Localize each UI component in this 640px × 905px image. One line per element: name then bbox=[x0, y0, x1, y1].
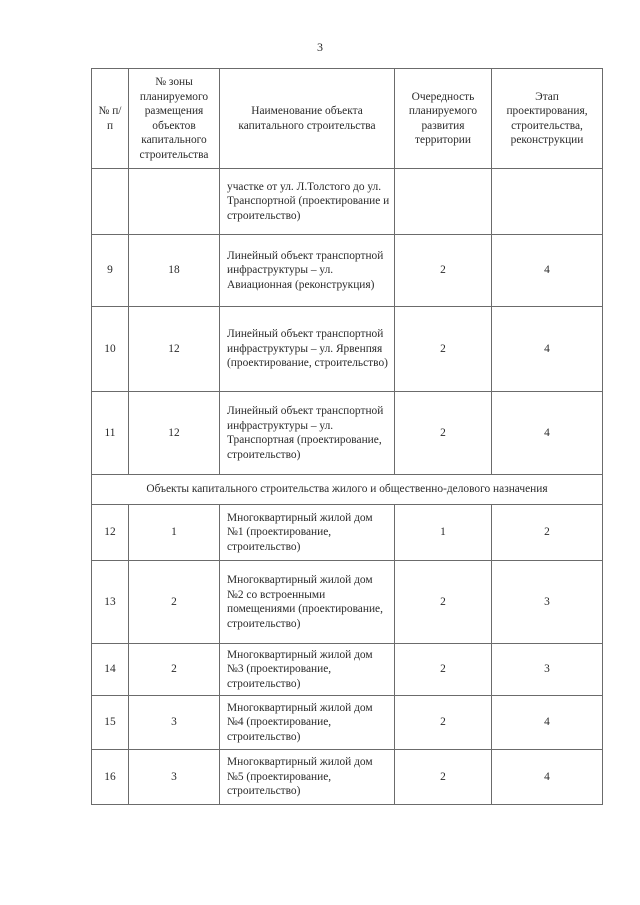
cell-order: 1 bbox=[395, 505, 492, 561]
cell-num: 15 bbox=[92, 696, 129, 750]
cell-order: 2 bbox=[395, 307, 492, 392]
cell-name: Линейный объект транспортной инфраструктуры – ул. Транспортная (проектирование, строительство) bbox=[220, 392, 395, 475]
cell-name: Многоквартирный жилой дом №2 со встроенными помещениями (проектирование, строительство) bbox=[220, 561, 395, 644]
header-name: Наименование объекта капитального строительства bbox=[220, 69, 395, 169]
cell-order: 2 bbox=[395, 561, 492, 644]
cell-stage: 4 bbox=[492, 696, 603, 750]
cell-name: Многоквартирный жилой дом №3 (проектирование, строительство) bbox=[220, 644, 395, 696]
section-title: Объекты капитального строительства жилого и общественно-делового назначения bbox=[92, 475, 603, 505]
cell-order: 2 bbox=[395, 392, 492, 475]
table-row bbox=[92, 750, 603, 805]
cell-name: Линейный объект транспортной инфраструктуры – ул. Ярвенпяя (проектирование, строительство) bbox=[220, 307, 395, 392]
table-row bbox=[92, 644, 603, 696]
cell-order: 2 bbox=[395, 750, 492, 805]
cell-stage: 4 bbox=[492, 307, 603, 392]
cell-num: 11 bbox=[92, 392, 129, 475]
cell-stage: 2 bbox=[492, 505, 603, 561]
table-row bbox=[92, 505, 603, 561]
cell-num bbox=[92, 169, 129, 235]
table-row bbox=[92, 561, 603, 644]
cell-zone: 3 bbox=[129, 696, 220, 750]
cell-zone: 12 bbox=[129, 307, 220, 392]
cell-stage: 4 bbox=[492, 392, 603, 475]
table-row bbox=[92, 696, 603, 750]
cell-name: Многоквартирный жилой дом №1 (проектирование, строительство) bbox=[220, 505, 395, 561]
cell-zone: 1 bbox=[129, 505, 220, 561]
cell-zone: 2 bbox=[129, 644, 220, 696]
cell-name: Многоквартирный жилой дом №4 (проектирование, строительство) bbox=[220, 696, 395, 750]
table-row bbox=[92, 392, 603, 475]
header-num: № п/п bbox=[92, 69, 129, 169]
cell-order bbox=[395, 169, 492, 235]
cell-order: 2 bbox=[395, 696, 492, 750]
header-stage: Этап проектирования, строительства, реконструкции bbox=[492, 69, 603, 169]
cell-order: 2 bbox=[395, 235, 492, 307]
cell-stage: 4 bbox=[492, 235, 603, 307]
table-row bbox=[92, 169, 603, 235]
section-row bbox=[92, 475, 603, 505]
cell-zone: 18 bbox=[129, 235, 220, 307]
cell-num: 16 bbox=[92, 750, 129, 805]
header-order: Очередность планируемого развития территории bbox=[395, 69, 492, 169]
objects-table bbox=[91, 68, 603, 805]
cell-stage bbox=[492, 169, 603, 235]
table-row bbox=[92, 307, 603, 392]
cell-stage: 3 bbox=[492, 561, 603, 644]
cell-order: 2 bbox=[395, 644, 492, 696]
header-zone: № зоны планируемого размещения объектов капитального строительства bbox=[129, 69, 220, 169]
cell-name: Многоквартирный жилой дом №5 (проектирование, строительство) bbox=[220, 750, 395, 805]
cell-num: 10 bbox=[92, 307, 129, 392]
page-number: 3 bbox=[317, 40, 323, 54]
table-row bbox=[92, 235, 603, 307]
cell-zone: 12 bbox=[129, 392, 220, 475]
cell-stage: 4 bbox=[492, 750, 603, 805]
cell-zone: 2 bbox=[129, 561, 220, 644]
cell-name: участке от ул. Л.Толстого до ул. Транспортной (проектирование и строительство) bbox=[220, 169, 395, 235]
cell-zone bbox=[129, 169, 220, 235]
cell-num: 9 bbox=[92, 235, 129, 307]
cell-num: 13 bbox=[92, 561, 129, 644]
cell-zone: 3 bbox=[129, 750, 220, 805]
cell-stage: 3 bbox=[492, 644, 603, 696]
cell-name: Линейный объект транспортной инфраструктуры – ул. Авиационная (реконструкция) bbox=[220, 235, 395, 307]
cell-num: 14 bbox=[92, 644, 129, 696]
cell-num: 12 bbox=[92, 505, 129, 561]
header-row bbox=[92, 69, 603, 169]
